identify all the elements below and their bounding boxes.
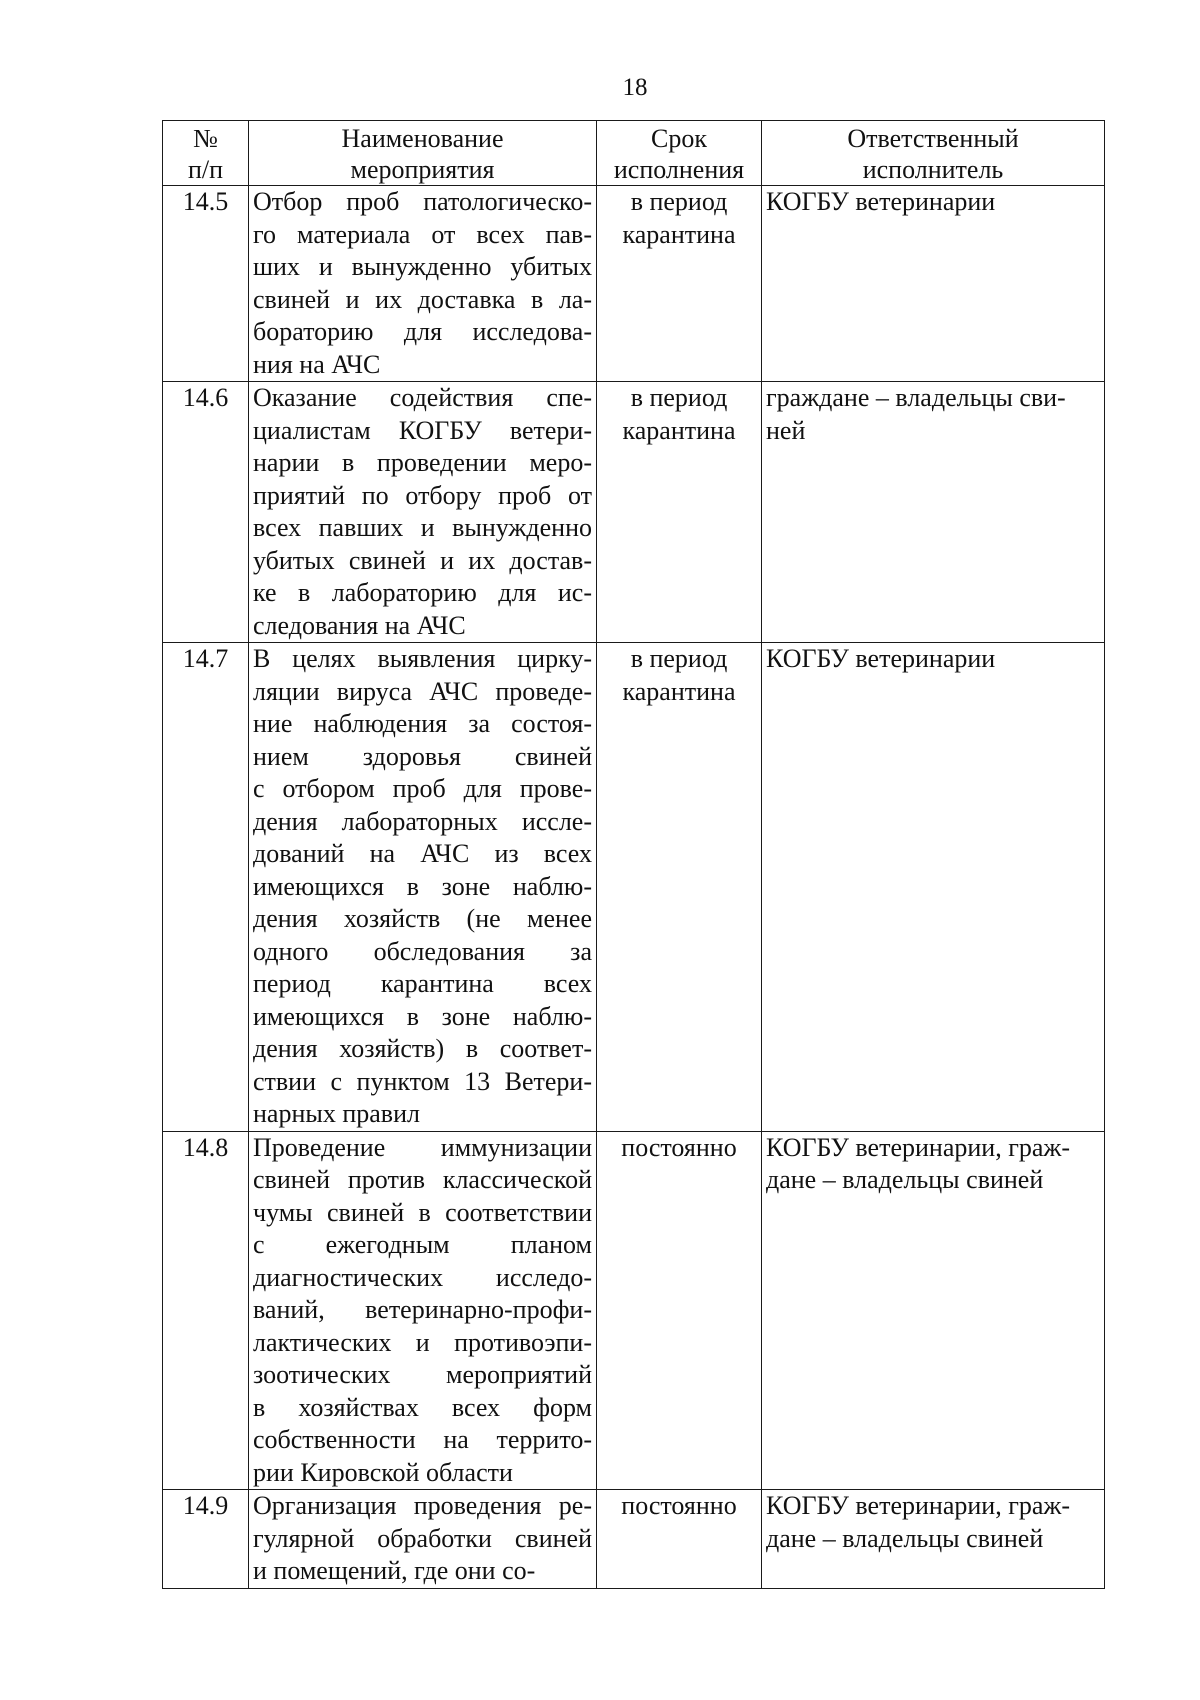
- row-number: 14.7: [163, 643, 249, 1132]
- responsible-line: дане – владельцы свиней: [766, 1165, 1044, 1194]
- measure-name-line: нием здоровья свиней: [253, 741, 592, 771]
- responsible-line: граждане – владельцы сви-: [766, 383, 1066, 412]
- measure-name-line: одного обследования за: [253, 936, 592, 966]
- table-row: [163, 1490, 1105, 1589]
- measure-name-line: следования на АЧС: [253, 610, 466, 640]
- row-measure-name: [249, 186, 597, 382]
- header-number-line: №: [193, 124, 218, 153]
- measure-name-line: Организация проведения ре-: [253, 1491, 592, 1520]
- header-term: [597, 121, 762, 186]
- table-row: [163, 1131, 1105, 1490]
- responsible-line: КОГБУ ветеринарии: [766, 644, 996, 673]
- measure-name-line: бораторию для исследова-: [253, 317, 592, 346]
- row-responsible: [762, 1490, 1105, 1589]
- measure-name-line: Отбор проб патологическо-: [253, 187, 592, 216]
- measure-name-line: ляции вируса АЧС проведе-: [253, 676, 592, 706]
- term-line: постоянно: [621, 1132, 737, 1162]
- measure-name-line: лактических и противоэпи-: [253, 1327, 592, 1357]
- term-line: в период: [630, 383, 728, 412]
- header-name: [249, 121, 597, 186]
- row-term: [597, 1490, 762, 1589]
- header-term-line: Срок: [651, 124, 707, 153]
- measure-name-line: ших и вынужденно убитых: [253, 252, 592, 281]
- measure-name-line: с ежегодным планом: [253, 1230, 592, 1259]
- measure-name-line: в хозяйствах всех форм: [253, 1392, 592, 1422]
- row-responsible: [762, 1131, 1105, 1490]
- row-term: [597, 186, 762, 382]
- term-line: карантина: [622, 676, 736, 706]
- term-line: в период: [630, 644, 728, 673]
- measure-name-line: циалистам КОГБУ ветери-: [253, 415, 592, 445]
- row-measure-name: [249, 1131, 597, 1490]
- measures-table: [162, 120, 1105, 1589]
- term-line: в период: [630, 187, 728, 216]
- measure-name-line: ке в лабораторию для ис-: [253, 578, 592, 607]
- header-number-line: п/п: [187, 155, 224, 184]
- measure-name-line: дения хозяйств (не менее: [253, 904, 592, 933]
- table-row: [163, 186, 1105, 382]
- measure-name-line: дований на АЧС из всех: [253, 839, 592, 868]
- measure-name-line: ние наблюдения за состоя-: [253, 709, 592, 738]
- measure-name-line: Проведение иммунизации: [253, 1132, 592, 1162]
- header-term-line: исполнения: [613, 155, 745, 184]
- measure-name-line: нарных правил: [253, 1099, 420, 1128]
- row-term: [597, 643, 762, 1132]
- term-line: постоянно: [621, 1491, 737, 1520]
- row-number: 14.6: [163, 382, 249, 643]
- term-line: карантина: [622, 219, 736, 249]
- table-body: [163, 186, 1105, 1589]
- measure-name-line: рии Кировской области: [253, 1457, 513, 1487]
- measure-name-line: и помещений, где они со-: [253, 1556, 536, 1585]
- header-number: [163, 121, 249, 186]
- measure-name-line: нарии в проведении меро-: [253, 448, 592, 477]
- measure-name-line: имеющихся в зоне наблю-: [253, 871, 592, 901]
- header-responsible-line: Ответственный: [847, 124, 1019, 153]
- responsible-line: дане – владельцы свиней: [766, 1523, 1044, 1553]
- measure-name-line: чумы свиней в соответствии: [253, 1197, 592, 1227]
- row-responsible: [762, 643, 1105, 1132]
- header-name-line: Наименование: [341, 124, 504, 153]
- row-responsible: [762, 382, 1105, 643]
- row-number: 14.9: [163, 1490, 249, 1589]
- responsible-line: КОГБУ ветеринарии, граж-: [766, 1132, 1071, 1162]
- measure-name-line: дения лабораторных иссле-: [253, 806, 592, 836]
- row-measure-name: [249, 382, 597, 643]
- header-responsible-line: исполнитель: [862, 155, 1004, 184]
- measure-name-line: период карантина всех: [253, 969, 592, 998]
- measure-name-line: имеющихся в зоне наблю-: [253, 1001, 592, 1031]
- header-name-line: мероприятия: [350, 155, 495, 184]
- responsible-line: ней: [766, 415, 806, 445]
- responsible-line: КОГБУ ветеринарии, граж-: [766, 1491, 1071, 1520]
- measure-name-line: гулярной обработки свиней: [253, 1523, 592, 1553]
- table-row: [163, 382, 1105, 643]
- row-measure-name: [249, 1490, 597, 1589]
- header-responsible: [762, 121, 1105, 186]
- row-measure-name: [249, 643, 597, 1132]
- measure-name-line: го материала от всех пав-: [253, 219, 592, 249]
- table-row: [163, 643, 1105, 1132]
- row-term: [597, 1131, 762, 1490]
- measure-name-line: убитых свиней и их достав-: [253, 545, 592, 575]
- measure-name-line: ствии с пунктом 13 Ветери-: [253, 1066, 592, 1096]
- measure-name-line: всех павших и вынужденно: [253, 513, 592, 542]
- measure-name-line: дения хозяйств) в соответ-: [253, 1034, 592, 1063]
- measure-name-line: приятий по отбору проб от: [253, 480, 592, 510]
- term-line: карантина: [622, 415, 736, 445]
- measure-name-line: с отбором проб для прове-: [253, 774, 592, 803]
- measure-name-line: диагностических исследо-: [253, 1262, 592, 1292]
- page-number: 18: [622, 74, 648, 101]
- measure-name-line: свиней и их доставка в ла-: [253, 284, 592, 314]
- measure-name-line: ния на АЧС: [253, 349, 381, 379]
- measure-name-line: В целях выявления цирку-: [253, 644, 592, 673]
- measure-name-line: собственности на террито-: [253, 1425, 592, 1454]
- measure-name-line: свиней против классической: [253, 1165, 592, 1194]
- row-number: 14.8: [163, 1131, 249, 1490]
- responsible-line: КОГБУ ветеринарии: [766, 187, 996, 216]
- row-term: [597, 382, 762, 643]
- row-number: 14.5: [163, 186, 249, 382]
- measure-name-line: зоотических мероприятий: [253, 1360, 592, 1389]
- measure-name-line: ваний, ветеринарно-профи-: [253, 1295, 592, 1324]
- measure-name-line: Оказание содействия спе-: [253, 383, 592, 412]
- table-header-row: [163, 121, 1105, 186]
- row-responsible: [762, 186, 1105, 382]
